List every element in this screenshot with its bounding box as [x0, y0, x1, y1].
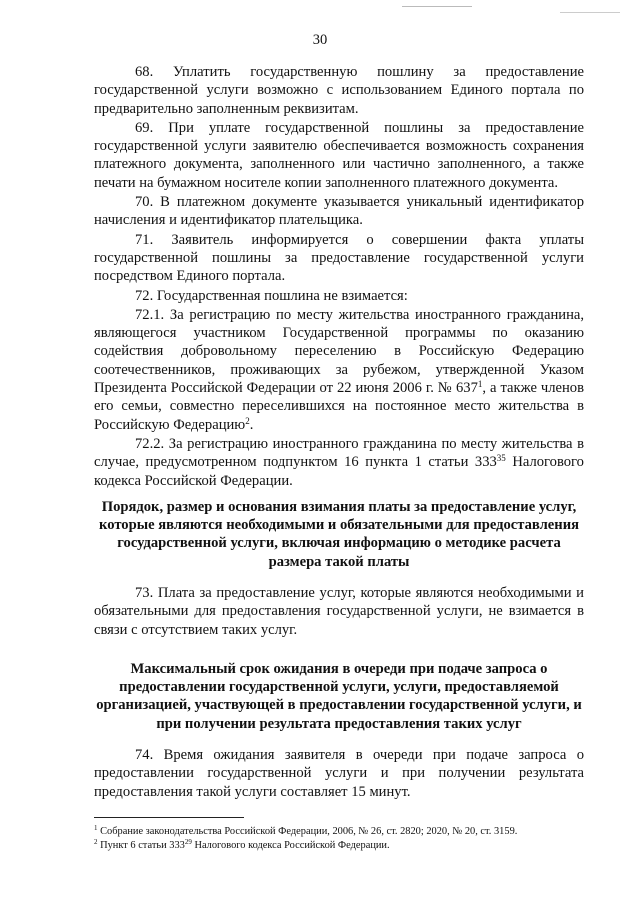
paragraph-72-1: 72.1. За регистрацию по месту жительства иностранного гражданина, являющегося участником Государственной программы по оказанию содействия добровольному переселению в Российскую Федерацию соотечественников, проживающих за рубежом, утвержденной Указом Президента Российской Федерации от 22 июня 2006 г. № $637^1$, а также членов его семьи, совместно переселившихся на постоянное место жительства в Российскую Федерацию$^2$.: [94, 306, 584, 433]
body-block-1: [94, 63, 584, 491]
footnote-separator: [94, 817, 244, 818]
body-block-2: [94, 584, 584, 640]
scan-artifact: [560, 12, 620, 13]
paragraph-73: 73. Плата за предоставление услуг, которые являются необходимыми и обязательными для предоставления государственной услуги, не взимается в связи с отсутствием таких услуг.: [94, 585, 584, 638]
footnote-2: $^2$ Пункт 6 статьи $333^{29}$ Налогового кодекса Российской Федерации.: [94, 838, 390, 851]
page-number: 30: [312, 32, 328, 48]
article-superscript: 35: [496, 453, 506, 464]
paragraph-68: 68. Уплатить государственную пошлину за предоставление государственной услуги возможно с использованием Единого портала по предварительно заполненным реквизитам.: [94, 64, 584, 117]
section-heading-fees: Порядок, размер и основания взимания платы за предоставление услуг, которые являются необходимыми и обязательными для предоставления государственной услуги, включая информацию о методике расчета размера такой платы: [99, 499, 579, 570]
body-block-3: [94, 746, 584, 802]
paragraph-72-2: 72.2. За регистрацию иностранного гражданина по месту жительства в случае, предусмотренном подпунктом 16 пункта 1 статьи $333^{35}$ Налогового кодекса Российской Федерации.: [94, 435, 584, 489]
paragraph-69: 69. При уплате государственной пошлины за предоставление государственной услуги заявителю обеспечивается возможность сохранения платежного документа, заполненного или частично заполненного, а также печати на бумажном носителе копии заполненного платежного документа.: [94, 119, 584, 191]
paragraph-72: 72. Государственная пошлина не взимается:: [135, 287, 408, 304]
footnote-1: $^1$ Собрание законодательства Российской Федерации, 2006, № 26, ст. 2820; 2020, № 20, ст. 3159.: [94, 824, 518, 837]
paragraph-70: 70. В платежном документе указывается уникальный идентификатор начисления и идентификатор плательщика.: [94, 194, 584, 229]
paragraph-71: 71. Заявитель информируется о совершении факта уплаты государственной пошлины за предоставление государственной услуги посредством Единого портала.: [94, 231, 584, 285]
section-heading-queue: Максимальный срок ожидания в очереди при подаче запроса о предоставлении государственной услуги, услуги, предоставляемой организацией, участвующей в предоставлении государственной услуги, и при получении результата предоставления таких услуг: [96, 661, 582, 732]
footnote-ref-2: 2: [245, 415, 250, 426]
paragraph-74: 74. Время ожидания заявителя в очереди при подаче запроса о предоставлении государственной услуги и при получении результата предоставления такой услуги составляет 15 минут.: [94, 747, 584, 800]
footnote-ref-1: 1: [477, 379, 483, 390]
scan-artifact: [402, 6, 472, 7]
